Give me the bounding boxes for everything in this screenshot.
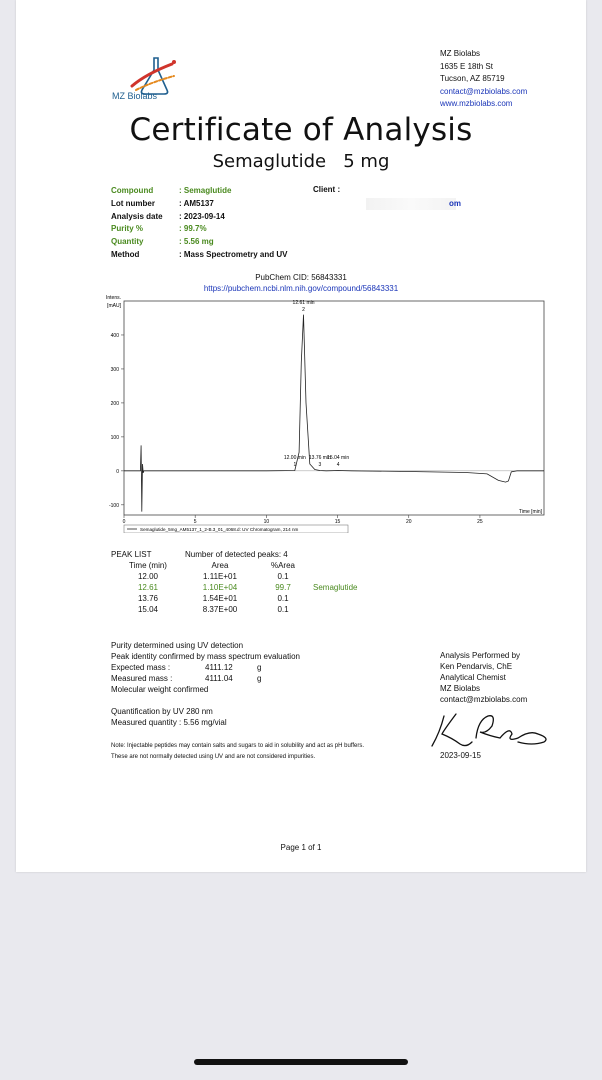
cell-percent: 0.1: [277, 605, 289, 614]
table-row: [111, 604, 357, 615]
analyst-block: [440, 650, 527, 705]
table-row: [111, 571, 357, 582]
page-number: Page 1 of 1: [280, 843, 322, 852]
purity-label: Purity %: [111, 224, 144, 234]
legend-label: Semaglutide_5mg_AM5137_1_2-B.3_01_4068.d: UV Chromatogram, 214 nm: [140, 527, 299, 532]
analyst-email: contact@mzbiolabs.com: [440, 695, 528, 704]
peak-time-label: 15.04 min: [327, 454, 350, 461]
quant-measured: Measured quantity : 5.56 mg/vial: [111, 718, 227, 727]
y-tick-label: -100: [108, 502, 119, 509]
x-axis-label: Time [min]: [518, 509, 542, 515]
cell-area: 8.37E+00: [202, 605, 238, 614]
client-value: om: [449, 199, 461, 208]
peak-number-label: 2: [302, 307, 305, 313]
date-label: Analysis date: [111, 211, 163, 221]
measured-mass-unit: g: [257, 674, 262, 683]
address-company: MZ Biolabs: [440, 49, 481, 58]
note-line2: These are not normally detected using UV and are not considered impurities.: [111, 753, 316, 760]
mw-confirmed: Molecular weight confirmed: [111, 685, 209, 694]
analyst-name: Ken Pendarvis, ChE: [440, 662, 513, 671]
cell-compound: [311, 571, 357, 582]
performed-by: Analysis Performed by: [440, 651, 521, 660]
sample-info: [111, 185, 287, 262]
table-row: [111, 593, 357, 604]
x-tick-label: 25: [477, 519, 483, 525]
purity-line: Purity determined using UV detection: [111, 641, 244, 650]
note-line1: Note: Injectable peptides may contain salts and sugars to aid in solubility and act as pH buffers.: [111, 743, 365, 749]
peak-count: Number of detected peaks: 4: [185, 550, 288, 559]
y-axis-unit: [mAU]: [107, 303, 121, 309]
measured-mass-label: Measured mass :: [111, 674, 173, 683]
certificate-page: [16, 0, 586, 872]
lab-address: [440, 48, 527, 111]
y-tick-label: 400: [110, 332, 119, 339]
expected-mass-unit: g: [257, 663, 262, 672]
header-percent-area: %Area: [270, 561, 295, 570]
analyst-title: Analytical Chemist: [440, 673, 506, 682]
table-row: [111, 582, 357, 593]
quantification-section: [111, 706, 227, 728]
method-value: : Mass Spectrometry and UV: [179, 249, 288, 259]
peak-number-label: 4: [336, 461, 340, 468]
x-tick-label: 15: [334, 519, 341, 525]
cell-percent: 0.1: [277, 572, 289, 581]
quant-method: Quantification by UV 280 nm: [111, 707, 213, 716]
cell-time: 15.04: [137, 605, 159, 614]
peak-table: [111, 560, 357, 615]
cell-percent: 99.7: [275, 583, 291, 592]
header-time: Time (min): [129, 561, 167, 570]
header-area: Area: [211, 561, 229, 570]
x-tick-label: 0: [122, 519, 126, 525]
peak-time-label: 13.76 min: [308, 454, 331, 461]
peak-number-label: 3: [318, 461, 322, 468]
peak-list-title: PEAK LIST: [111, 550, 152, 559]
compound-value: : Semaglutide: [179, 186, 232, 195]
cell-time: 12.00: [137, 572, 159, 581]
analyst-company: MZ Biolabs: [440, 684, 481, 693]
address-street: 1635 E 18th St: [440, 61, 493, 71]
pubchem-ref: [16, 272, 586, 294]
x-tick-label: 20: [405, 519, 412, 525]
uv-chromatogram: [78, 293, 546, 533]
cell-compound: Semaglutide: [313, 583, 358, 592]
signature-date: 2023-09-15: [440, 751, 481, 760]
compound-label: Compound: [111, 186, 154, 195]
logo-text: MZ Biolabs: [112, 91, 158, 101]
y-axis-label: Intens.: [105, 295, 121, 301]
peak-table-header: [111, 560, 357, 571]
page-title: Certificate of Analysis: [129, 112, 473, 148]
peak-list: [111, 549, 357, 615]
cell-compound: [311, 604, 357, 615]
client-redacted: [366, 198, 456, 210]
cell-area: 1.10E+04: [202, 583, 238, 592]
chromatogram-trace: [124, 315, 544, 512]
quantity-label: Quantity: [111, 237, 144, 247]
purity-section: [111, 640, 300, 695]
client-label: Client :: [313, 185, 341, 194]
identity-line: Peak identity confirmed by mass spectrum evaluation: [111, 652, 300, 661]
measured-mass-value: 4111.04: [205, 674, 233, 683]
note-section: [111, 741, 364, 762]
peak-number-label: 1: [293, 461, 297, 468]
plot-frame: [124, 301, 544, 515]
page-subtitle: Semaglutide 5 mg: [212, 151, 390, 172]
cell-compound: [311, 593, 357, 604]
y-tick-label: 100: [110, 434, 119, 441]
y-tick-label: 200: [110, 400, 119, 407]
address-website-link[interactable]: www.mzbiolabs.com: [440, 99, 513, 108]
expected-mass-value: 4111.12: [205, 663, 233, 672]
peak-time-label: 12.61 min: [292, 300, 315, 306]
x-tick-label: 5: [193, 519, 197, 525]
expected-mass-label: Expected mass :: [111, 663, 171, 672]
y-tick-label: 300: [110, 366, 119, 373]
y-tick-label: 0: [116, 468, 119, 475]
pubchem-cid: PubChem CID: 56843331: [255, 273, 347, 282]
cell-time: 13.76: [137, 594, 159, 603]
purity-value: : 99.7%: [179, 224, 207, 234]
date-value: : 2023-09-14: [179, 211, 225, 221]
cell-time: 12.61: [137, 583, 159, 592]
home-indicator[interactable]: [194, 1059, 408, 1065]
address-city: Tucson, AZ 85719: [440, 74, 505, 83]
address-email-link[interactable]: contact@mzbiolabs.com: [440, 86, 528, 96]
cell-area: 1.54E+01: [202, 594, 238, 603]
cell-area: 1.11E+01: [203, 572, 237, 581]
quantity-value: : 5.56 mg: [179, 237, 214, 247]
signature-image: [426, 708, 556, 754]
cell-percent: 0.1: [277, 594, 289, 603]
method-label: Method: [111, 249, 140, 259]
x-tick-label: 10: [263, 519, 270, 525]
peak-time-label: 12.00 min: [283, 454, 306, 461]
lot-label: Lot number: [111, 198, 155, 208]
pubchem-link[interactable]: https://pubchem.ncbi.nlm.nih.gov/compound/56843331: [203, 284, 399, 293]
lot-value: : AM5137: [179, 198, 214, 208]
